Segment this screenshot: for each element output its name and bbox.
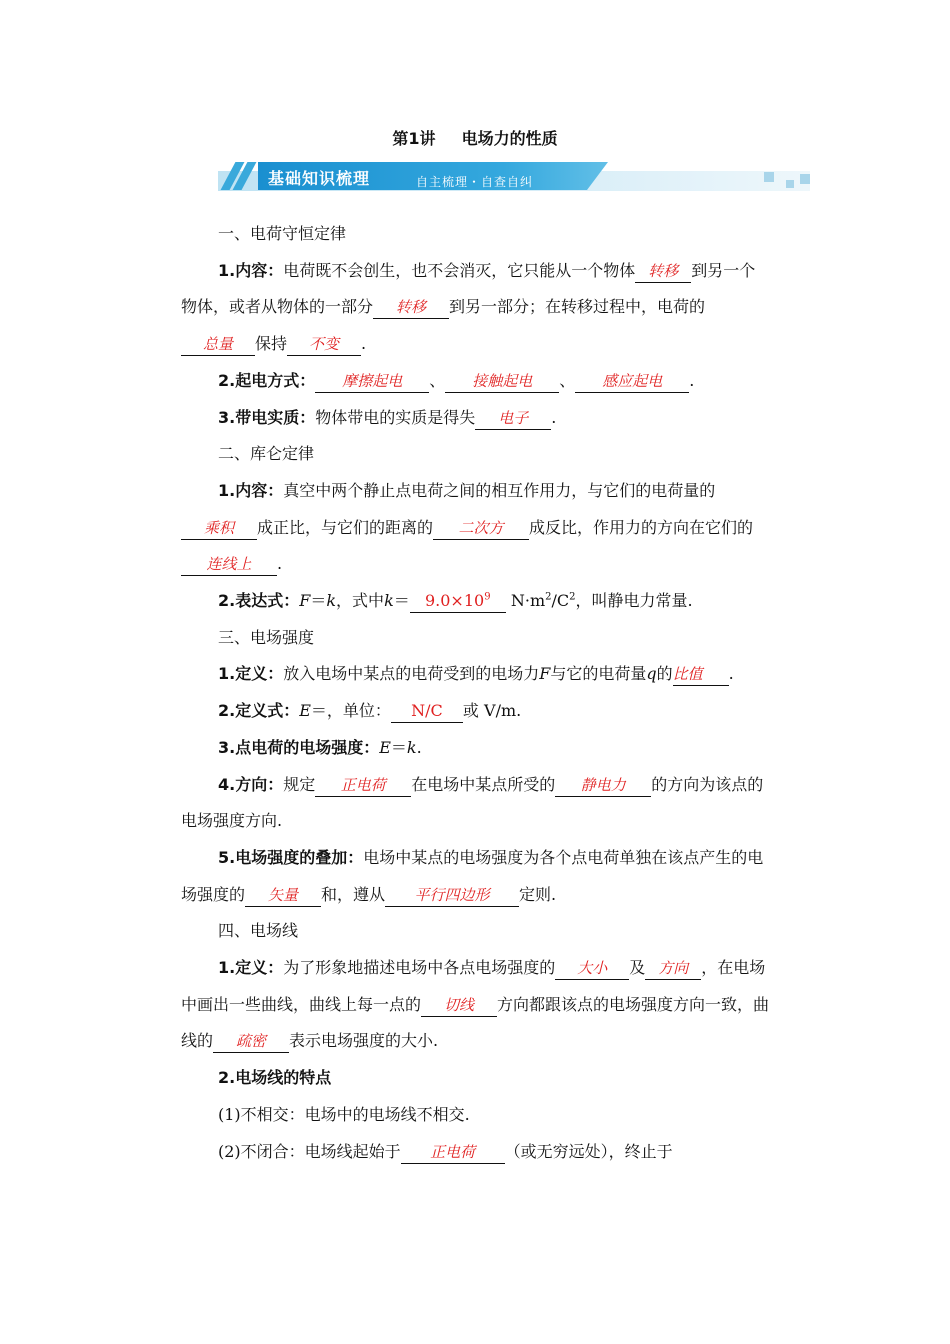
answer-blank: 正电荷 — [315, 774, 411, 797]
paragraph-3-4: 4.方向：规定 正电荷 在电场中某点所受的 静电力 的方向为该点的电场强度方向. — [181, 774, 764, 831]
answer-blank: 方向 — [645, 957, 701, 980]
answer-blank: 感应起电 — [575, 370, 689, 393]
term-label: 3.点电荷的电场强度： — [218, 737, 380, 757]
lecture-number: 第1讲 — [392, 129, 436, 148]
section-3-heading: 三、电场强度 — [218, 627, 315, 647]
answer-blank: $9.0\times 10^9$ — [410, 590, 506, 613]
term-label: 1.定义： — [218, 664, 284, 684]
paragraph-3-2: 2.定义式：E＝，单位： N/C 或 V/m. — [181, 693, 771, 730]
banner-label: 基础知识梳理 — [268, 169, 371, 188]
answer-blank: 矢量 — [245, 884, 321, 907]
banner-square-1 — [764, 172, 774, 182]
paragraph-4-2 — [181, 1060, 771, 1097]
answer-blank: 平行四边形 — [385, 884, 519, 907]
term-label: 4.方向： — [218, 774, 284, 794]
answer-blank: 切线 — [421, 994, 497, 1017]
paragraph-1-1: 1.内容：电荷既不会创生，也不会消灭，它只能从一个物体 转移 到另一个物体，或者从物体的一部分 转移 到另一部分；在转移过程中，电荷的总量 保持 不变 . — [181, 253, 771, 363]
section-4-heading: 四、电场线 — [218, 921, 299, 941]
page-title — [0, 126, 950, 149]
term-label: 2.表达式： — [218, 591, 300, 611]
paragraph-1-2: 2.起电方式： 摩擦起电 、 接触起电 、 感应起电 . — [181, 363, 771, 400]
banner-square-3 — [800, 174, 810, 184]
paragraph-4-1: 1.定义：为了形象地描述电场中各点电场强度的 大小 及 方向 ，在电场中画出一些曲线，曲线上每一点的 切线 方向都跟该点的电场强度方向一致，曲线的 疏密 表示电场强度的大小. — [181, 950, 771, 1060]
answer-blank: 正电荷 — [401, 1141, 505, 1164]
answer-blank: 接触起电 — [445, 370, 559, 393]
answer-blank: 比值 — [673, 663, 729, 686]
section-banner — [218, 160, 810, 192]
answer-blank: 乘积 — [181, 517, 257, 540]
paragraph-1-3: 3.带电实质：物体带电的实质是得失 电子 . — [181, 400, 771, 437]
term-label: 2.定义式： — [218, 701, 300, 721]
answer-blank: 连线上 — [181, 553, 277, 576]
answer-blank: 不变 — [287, 333, 361, 356]
term-label: 2.起电方式： — [218, 370, 316, 390]
banner-square-2 — [786, 180, 794, 188]
term-label: 1.内容： — [218, 480, 284, 500]
paragraph-3-1: 1.定义：放入电场中某点的电荷受到的电场力F与它的电荷量q的比值 . — [181, 656, 771, 693]
term-label: 1.内容： — [218, 260, 284, 280]
answer-blank: 电子 — [475, 407, 551, 430]
answer-blank: 摩擦起电 — [315, 370, 429, 393]
answer-blank: 二次方 — [433, 517, 529, 540]
section-1-heading: 一、电荷守恒定律 — [218, 224, 347, 243]
term-label: 5.电场强度的叠加： — [218, 847, 364, 867]
answer-blank: 转移 — [373, 296, 449, 319]
term-label: 1.定义： — [218, 958, 284, 978]
answer-blank: 疏密 — [213, 1030, 289, 1053]
paragraph-3-3: 3.点电荷的电场强度：E＝k. — [218, 737, 422, 757]
banner-sub: 自主梳理・自查自纠 — [416, 175, 534, 189]
paragraph-4-3: (1)不相交：电场中的电场线不相交. — [218, 1104, 470, 1124]
paragraph-2-2: 2.表达式：F＝k，式中$k= 9.0\times 10^9$ $N\cdot m^2/C^2$，叫静电力常量. — [181, 583, 771, 620]
answer-blank: 大小 — [555, 957, 629, 980]
term-label: 2.电场线的特点 — [218, 1068, 332, 1088]
paragraph-2-1: 1.内容：真空中两个静止点电荷之间的相互作用力，与它们的电荷量的乘积 成正比，与它们的距离的 二次方 成反比，作用力的方向在它们的连线上 . — [181, 473, 771, 583]
term-label: 3.带电实质： — [218, 407, 316, 427]
paragraph-3-5: 5.电场强度的叠加：电场中某点的电场强度为各个点电荷单独在该点产生的电场强度的 矢量 和，遵从 平行四边形 定则. — [181, 840, 771, 913]
answer-blank: 静电力 — [555, 774, 651, 797]
answer-blank: N/C — [391, 700, 463, 723]
document-body — [181, 216, 771, 1170]
section-2-heading: 二、库仑定律 — [218, 444, 315, 464]
paragraph-4-4: (2)不闭合：电场线起始于 正电荷 （或无穷远处），终止于 — [181, 1134, 771, 1171]
answer-blank: 总量 — [181, 333, 255, 356]
answer-blank: 转移 — [635, 260, 691, 283]
lecture-topic: 电场力的性质 — [461, 129, 558, 148]
